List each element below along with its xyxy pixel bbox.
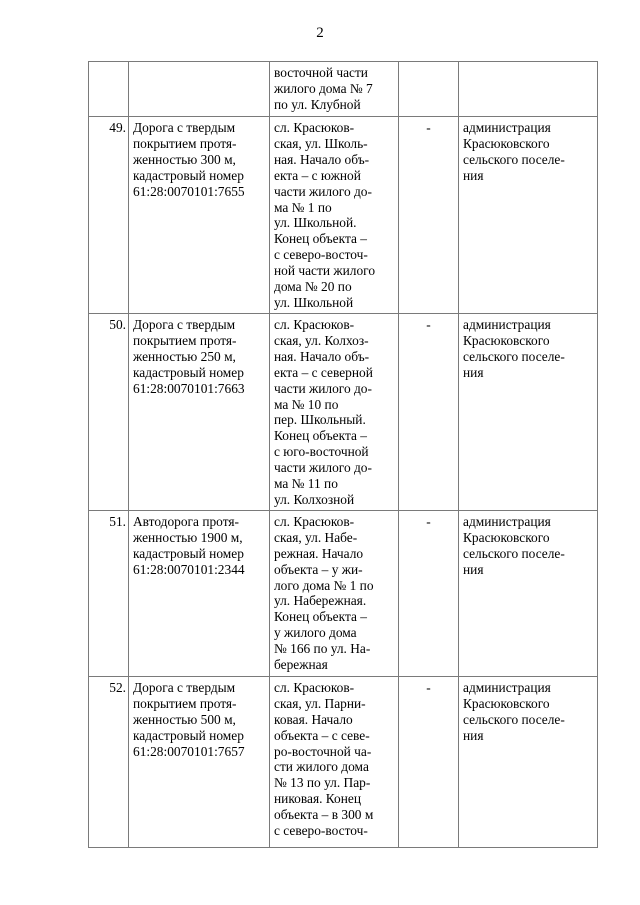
location-cell (270, 510, 399, 676)
object-name-cell-line: Дорога с твердым (133, 120, 236, 135)
location-cell-line: никовая. Конец (274, 791, 362, 807)
holder-cell-line: администрация (463, 679, 551, 695)
object-name-cell-line: 61:28:0070101:7655 (133, 183, 245, 199)
holder-cell-line: сельского поселе- (463, 151, 565, 167)
table-body (89, 62, 598, 848)
holder-cell-line: Красюковского (463, 332, 550, 348)
location-cell-line: Конец объекта – (274, 428, 367, 444)
object-name-cell-line: 61:28:0070101:2344 (133, 561, 245, 577)
holder-cell (459, 510, 598, 676)
object-name-cell-line: женностью 1900 м, (133, 529, 243, 545)
location-cell-line: ул. Школьной (274, 294, 354, 310)
location-cell-line: ная. Начало объ- (274, 151, 370, 167)
holder-cell-line: администрация (463, 513, 551, 529)
location-cell-line: екта – с северной (274, 364, 373, 380)
object-name-cell (129, 314, 270, 511)
location-cell-line: с северо-восточ- (274, 823, 368, 839)
location-cell-line: дома № 20 по (274, 279, 352, 295)
location-cell (270, 314, 399, 511)
holder-cell-line: сельского поселе- (463, 348, 565, 364)
holder-cell-line: ния (463, 364, 484, 380)
location-cell-line: ул. Школьной. (274, 215, 357, 231)
table-row (89, 117, 598, 314)
location-cell-line: ро-восточной ча- (274, 743, 372, 759)
object-name-cell-line: 61:28:0070101:7657 (133, 743, 245, 759)
object-name-cell-line: кадастровый номер (133, 545, 244, 561)
location-cell-line: объекта – с севе- (274, 727, 370, 743)
object-name-cell-line: Автодорога протя- (133, 513, 239, 529)
location-cell-line: режная. Начало (274, 545, 364, 561)
object-name-cell-line: женностью 250 м, (133, 348, 236, 364)
object-name-cell-line: покрытием протя- (133, 695, 237, 711)
location-cell-line: ной части жилого (274, 263, 376, 279)
location-cell-line: № 13 по ул. Пар- (274, 775, 371, 791)
holder-cell (459, 117, 598, 314)
object-name-cell-line: кадастровый номер (133, 727, 244, 743)
location-cell-line: части жилого до- (274, 380, 372, 396)
location-cell-line: пер. Школьный. (274, 412, 366, 428)
object-name-cell-line: Дорога с твердым (133, 317, 236, 332)
location-cell-line: с северо-восточ- (274, 247, 368, 263)
location-cell (270, 676, 399, 847)
encumbrance-cell (399, 62, 459, 117)
location-cell-line: жилого дома № 7 (274, 80, 373, 96)
object-name-cell-line: кадастровый номер (133, 167, 244, 183)
row-number: 50. (89, 314, 129, 511)
object-name-cell-line: покрытием протя- (133, 135, 237, 151)
location-cell-line: объекта – у жи- (274, 561, 363, 577)
holder-cell-line: ния (463, 727, 484, 743)
location-cell-line: у жилого дома (274, 625, 357, 641)
location-cell-line: объекта – в 300 м (274, 807, 374, 823)
encumbrance-cell: - (399, 676, 459, 847)
location-cell-line: сл. Красюков- (274, 317, 355, 332)
object-name-cell (129, 62, 270, 117)
encumbrance-cell: - (399, 510, 459, 676)
page-number: 2 (316, 25, 324, 41)
holder-cell-line: Красюковского (463, 135, 550, 151)
location-cell-line: бережная (274, 657, 328, 673)
holder-cell (459, 62, 598, 117)
location-cell-line: сл. Красюков- (274, 120, 355, 135)
location-cell-line: ская, ул. Школь- (274, 135, 368, 151)
object-name-cell (129, 676, 270, 847)
table-row (89, 676, 598, 847)
location-cell-line: по ул. Клубной (274, 96, 361, 112)
row-number (89, 62, 129, 117)
encumbrance-cell: - (399, 314, 459, 511)
location-cell-line: ул. Набережная. (274, 593, 367, 609)
row-number: 51. (89, 510, 129, 676)
holder-cell-line: администрация (463, 317, 551, 332)
location-cell-line: ская, ул. Колхоз- (274, 332, 369, 348)
location-cell-line: ковая. Начало (274, 711, 353, 727)
holder-cell-line: сельского поселе- (463, 711, 565, 727)
object-name-cell-line: кадастровый номер (133, 364, 244, 380)
holder-cell-line: Красюковского (463, 529, 550, 545)
holder-cell-line: ния (463, 167, 484, 183)
location-cell-line: части жилого до- (274, 460, 372, 476)
object-name-cell-line: 61:28:0070101:7663 (133, 380, 245, 396)
location-cell-line: лого дома № 1 по (274, 577, 374, 593)
object-name-cell (129, 510, 270, 676)
location-cell-line: ская, ул. Парни- (274, 695, 366, 711)
object-name-cell (129, 117, 270, 314)
location-cell-line: восточной части (274, 65, 368, 80)
location-cell-line: екта – с южной (274, 167, 361, 183)
object-name-cell-line: женностью 500 м, (133, 711, 236, 727)
holder-cell-line: Красюковского (463, 695, 550, 711)
table-row (89, 62, 598, 117)
holder-cell-line: ния (463, 561, 484, 577)
holder-cell (459, 676, 598, 847)
location-cell-line: ма № 11 по (274, 476, 338, 492)
location-cell-line: сл. Красюков- (274, 679, 355, 695)
location-cell-line: сти жилого дома (274, 759, 369, 775)
object-name-cell-line: женностью 300 м, (133, 151, 236, 167)
encumbrance-cell: - (399, 117, 459, 314)
property-table (88, 61, 598, 848)
location-cell-line: Конец объекта – (274, 231, 367, 247)
location-cell-line: ул. Колхозной (274, 491, 355, 507)
table-row (89, 314, 598, 511)
holder-cell (459, 314, 598, 511)
row-number: 52. (89, 676, 129, 847)
location-cell-line: Конец объекта – (274, 609, 367, 625)
object-name-cell-line: Дорога с твердым (133, 679, 236, 695)
holder-cell-line: администрация (463, 120, 551, 135)
location-cell (270, 62, 399, 117)
location-cell-line: ма № 10 по (274, 396, 339, 412)
row-number: 49. (89, 117, 129, 314)
location-cell-line: с юго-восточной (274, 444, 369, 460)
location-cell (270, 117, 399, 314)
object-name-cell-line: покрытием протя- (133, 332, 237, 348)
location-cell-line: части жилого до- (274, 183, 372, 199)
location-cell-line: ма № 1 по (274, 199, 332, 215)
table-row (89, 510, 598, 676)
location-cell-line: № 166 по ул. На- (274, 641, 371, 657)
holder-cell-line: сельского поселе- (463, 545, 565, 561)
location-cell-line: ная. Начало объ- (274, 348, 370, 364)
location-cell-line: сл. Красюков- (274, 513, 355, 529)
location-cell-line: ская, ул. Набе- (274, 529, 358, 545)
